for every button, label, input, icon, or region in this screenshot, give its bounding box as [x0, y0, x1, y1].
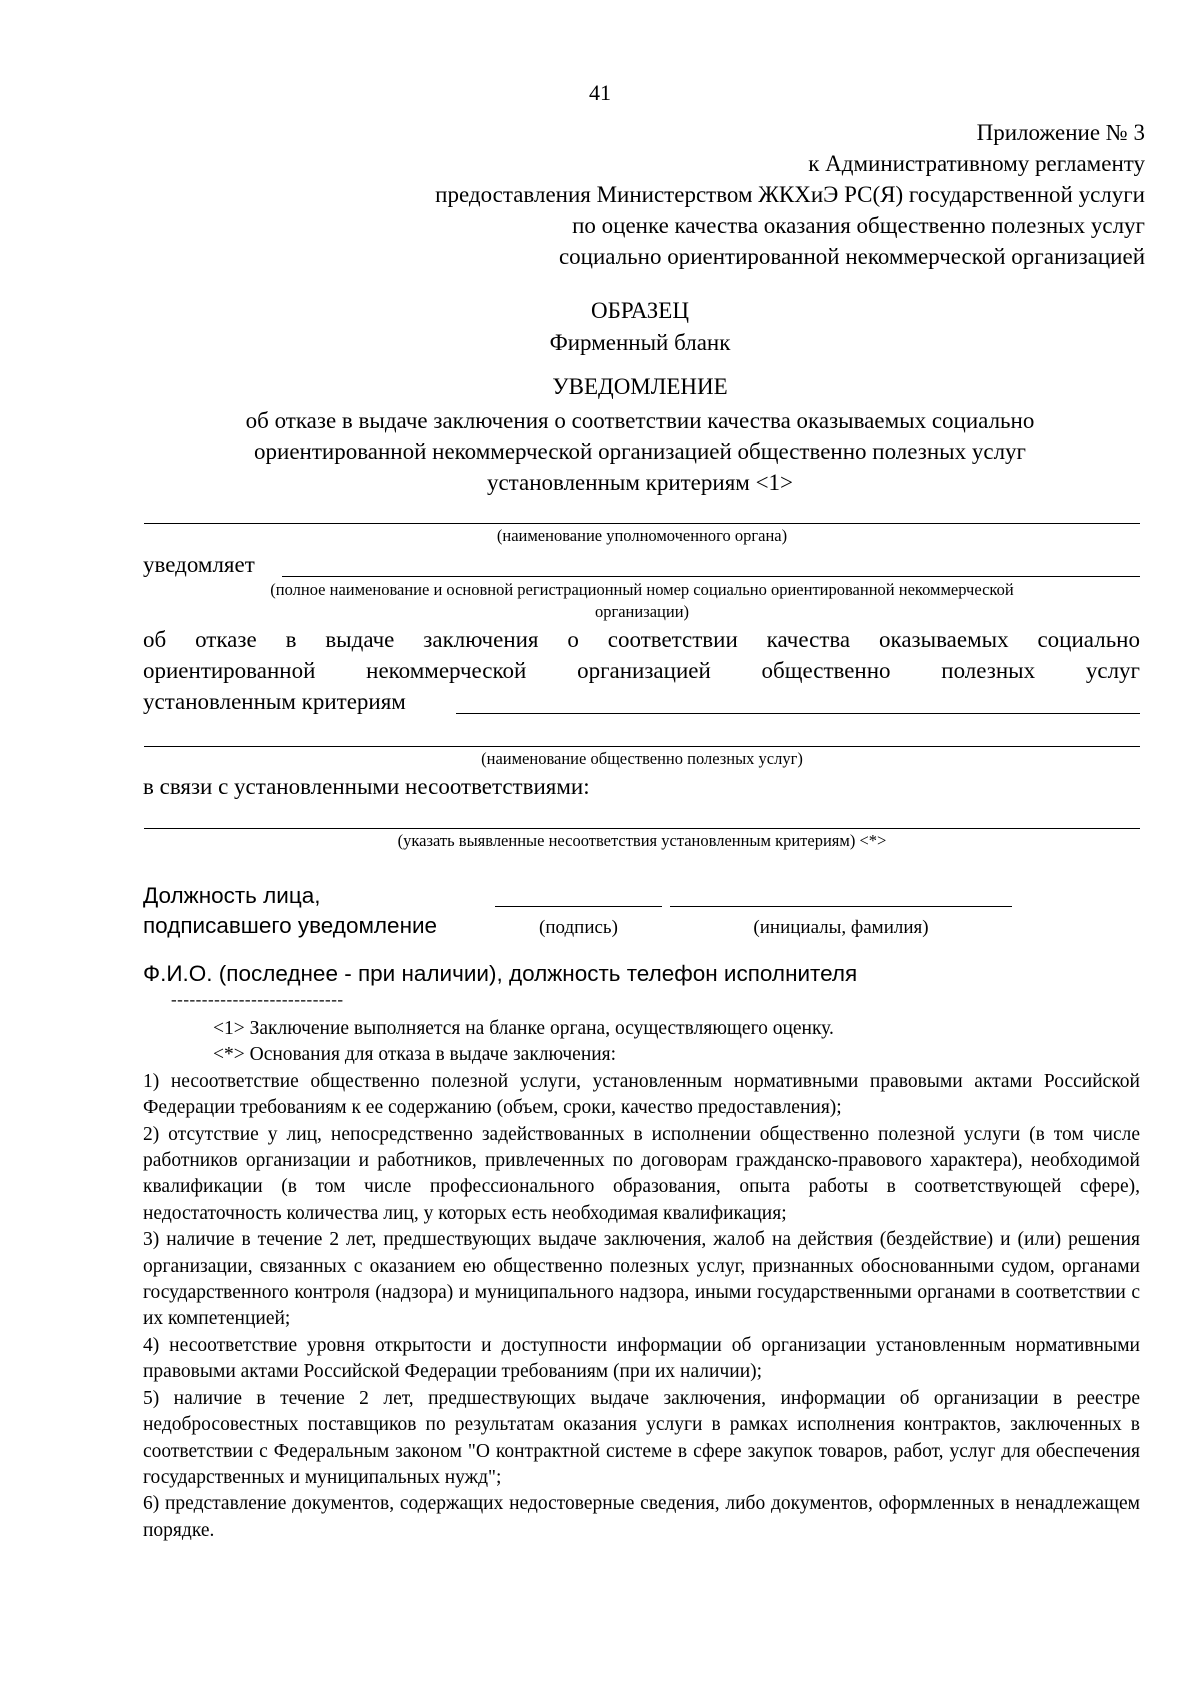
- footnote-2: <*> Основания для отказа в выдаче заключения:: [213, 1044, 617, 1066]
- appendix-line: к Административному регламенту: [808, 151, 1145, 176]
- organization-caption-line: организации): [594, 602, 690, 621]
- notice-subtitle-line: ориентированной некоммерческой организацией общественно полезных услуг: [254, 439, 1026, 464]
- initials-caption: (инициалы, фамилия): [753, 917, 929, 938]
- criteria-line[interactable]: [456, 713, 1140, 714]
- refusal-reason: 1) несоответствие общественно полезной услуги, установленным нормативными правовыми актами Российской Федерации требованиям к ее содержанию (объем, сроки, качество предоставления);: [143, 1070, 1140, 1119]
- refusal-line-1: об отказе в выдаче заключения о соответствии качества оказываемых социально: [143, 627, 1140, 652]
- organization-line[interactable]: [282, 576, 1140, 577]
- initials-line[interactable]: [670, 906, 1012, 907]
- signature-line[interactable]: [495, 906, 662, 907]
- appendix-header: [245, 117, 1145, 272]
- notifies-label: уведомляет: [143, 552, 255, 577]
- refusal-line-2: ориентированной некоммерческой организацией общественно полезных услуг: [143, 658, 1140, 683]
- inconsistencies-line[interactable]: [144, 828, 1140, 829]
- position-line-2: подписавшего уведомление: [143, 913, 438, 938]
- authority-caption: (наименование уполномоченного органа): [496, 526, 788, 545]
- refusal-reason: 5) наличие в течение 2 лет, предшествующих выдаче заключения, информации об организации в реестре недобросовестных поставщиков по результатам оказания услуги в рамках исполнения контрактов, заключенных в соответствии с Федеральным законом "О контрактной системе в сфере закупок товаров, работ, услуг для обеспечения государственных и муниципальных нужд";: [143, 1387, 1140, 1488]
- signature-caption: (подпись): [539, 917, 618, 938]
- footnote-separator: ----------------------------: [171, 990, 344, 1009]
- organization-caption: [144, 579, 1140, 623]
- appendix-line: Приложение № 3: [976, 120, 1145, 145]
- notice-subtitle-line: установленным критериям <1>: [486, 470, 794, 495]
- notice-subtitle-line: об отказе в выдаче заключения о соответствии качества оказываемых социально: [245, 408, 1035, 433]
- refusal-reason: 3) наличие в течение 2 лет, предшествующих выдаче заключения, жалоб на действия (бездействие) и (или) решения организации, связанных с оказанием ею общественно полезных услуг, признанных обоснованными судом, органами государственного контроля (надзора) и муниципального надзора, иными государственными органами в соответствии с их компетенцией;: [143, 1229, 1140, 1330]
- appendix-line: предоставления Министерством ЖКХиЭ РС(Я) государственной услуги: [435, 182, 1145, 207]
- authority-line[interactable]: [144, 523, 1140, 524]
- services-line[interactable]: [144, 746, 1140, 747]
- refusal-line-3: установленным критериям: [143, 689, 406, 714]
- refusal-reason: 6) представление документов, содержащих недостоверные сведения, либо документов, оформленных в ненадлежащем порядке.: [143, 1493, 1140, 1541]
- executor-line: Ф.И.О. (последнее - при наличии), должность телефон исполнителя: [143, 961, 858, 986]
- appendix-line: по оценке качества оказания общественно полезных услуг: [572, 213, 1145, 238]
- refusal-reason: 2) отсутствие у лиц, непосредственно задействованных в исполнении общественно полезной услуги (в том числе работников организации и работников, привлеченных по договорам гражданско-правового характера), необходимой квалификации (в том числе профессионального образования, опыта работы в соответствующей сфере), недостаточность количества лиц, у которых есть необходимая квалификация;: [143, 1123, 1140, 1224]
- inconsistencies-caption: (указать выявленные несоответствия установленным критериям) <*>: [397, 831, 887, 850]
- notice-title: УВЕДОМЛЕНИЕ: [552, 374, 728, 399]
- footnotes-block: [143, 1016, 1140, 1544]
- page-number: 41: [589, 80, 611, 105]
- position-line-1: Должность лица,: [143, 883, 321, 908]
- footnote-1: <1> Заключение выполняется на бланке органа, осуществляющего оценку.: [213, 1018, 834, 1039]
- letterhead-label: Фирменный бланк: [549, 330, 731, 355]
- appendix-line: социально ориентированной некоммерческой организацией: [558, 244, 1145, 269]
- organization-caption-line: (полное наименование и основной регистрационный номер социально ориентированной некоммерческой: [270, 580, 1014, 599]
- inconsistencies-label: в связи с установленными несоответствиями:: [143, 774, 590, 799]
- sample-label: ОБРАЗЕЦ: [591, 298, 689, 323]
- notice-subtitle: [140, 405, 1140, 498]
- refusal-reason: 4) несоответствие уровня открытости и доступности информации об организации установленным нормативными правовыми актами Российской Федерации требованиям (при их наличии);: [143, 1334, 1140, 1383]
- services-caption: (наименование общественно полезных услуг): [481, 749, 803, 768]
